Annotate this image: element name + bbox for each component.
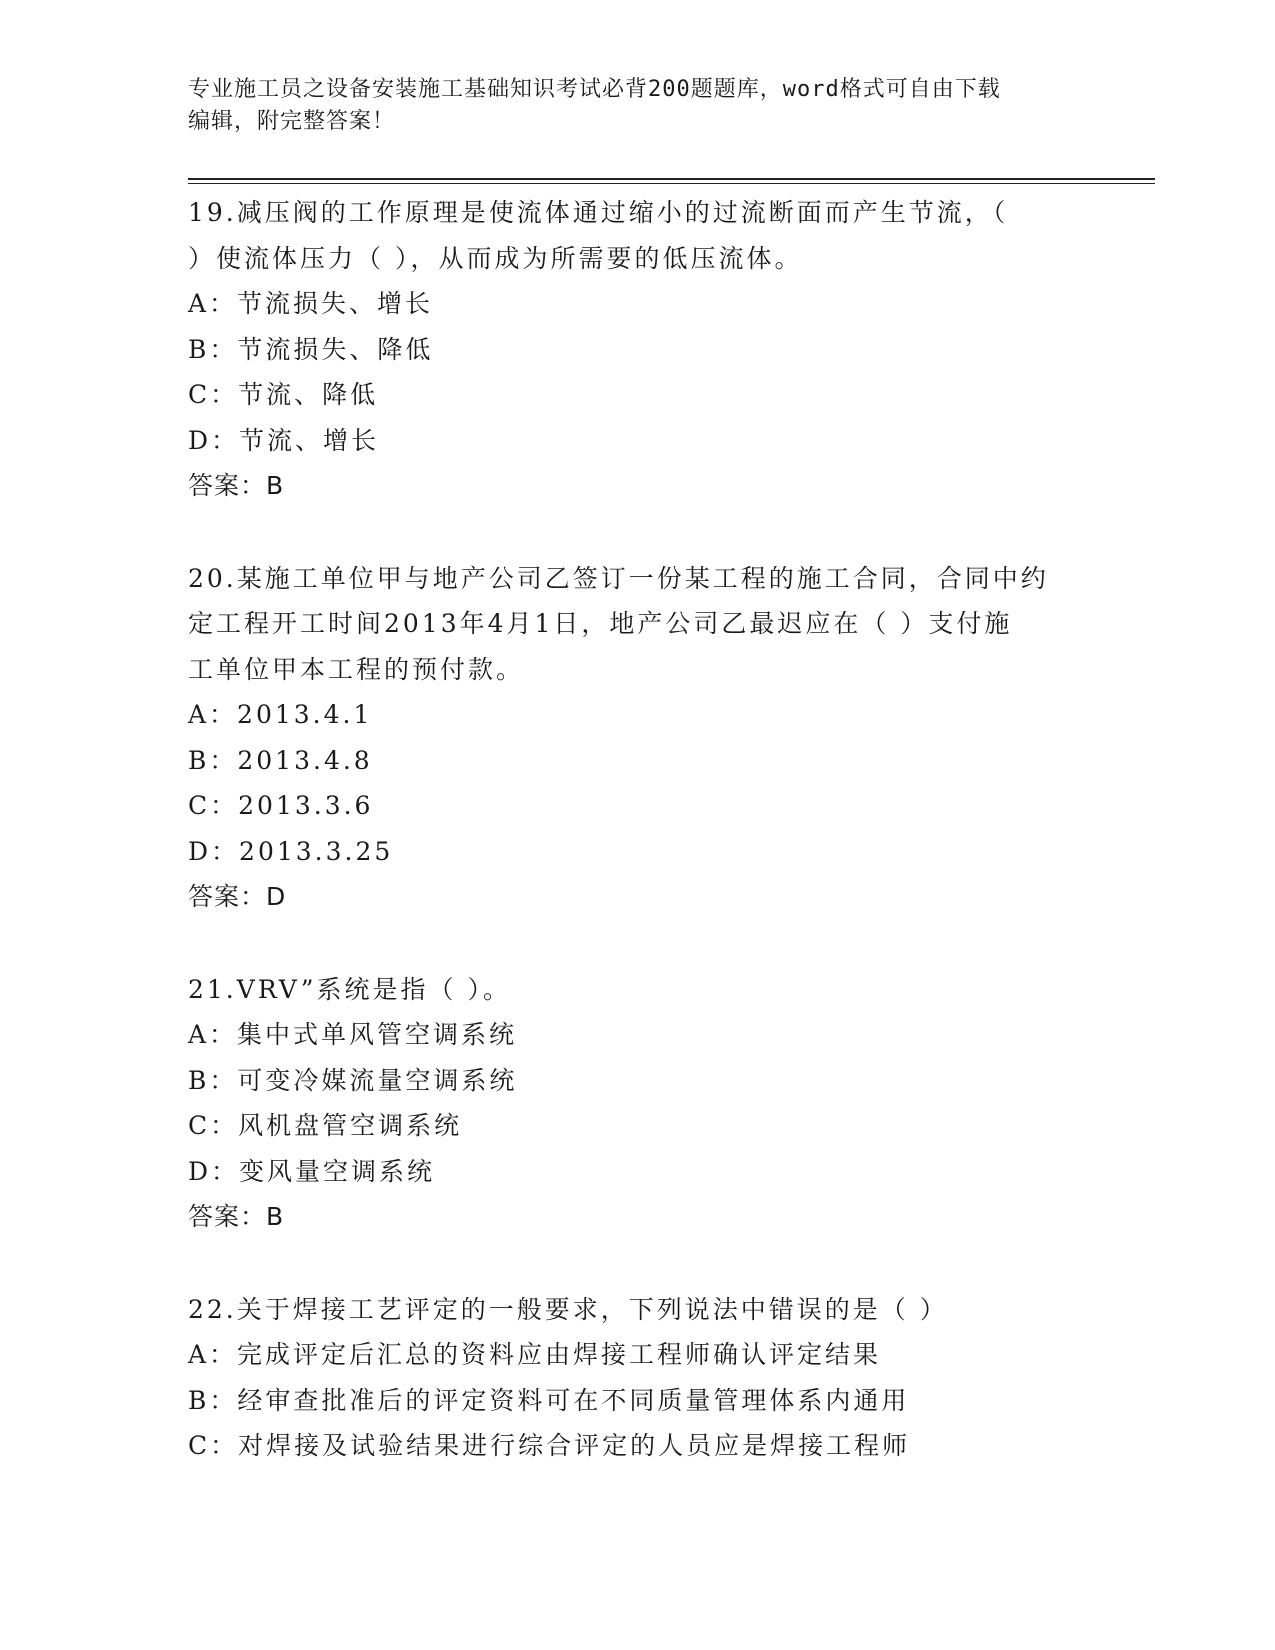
question-20 <box>188 556 1088 920</box>
question-stem-line: 工单位甲本工程的预付款。 <box>188 654 525 684</box>
question-stem-line: 19.减压阀的工作原理是使流体通过缩小的过流断面而产生节流，（ <box>188 198 1009 227</box>
question-stem-line: 定工程开工时间2013年4月1日，地产公司乙最迟应在（ ）支付施 <box>188 609 1013 638</box>
option-d: D：节流、增长 <box>188 425 380 455</box>
option-c: C：节流、降低 <box>188 380 379 409</box>
option-a: A：完成评定后汇总的资料应由焊接工程师确认评定结果 <box>188 1340 882 1369</box>
question-list <box>188 190 1088 1516</box>
question-19 <box>188 190 1088 509</box>
document-header <box>188 74 1088 138</box>
option-c: C：2013.3.6 <box>188 791 374 820</box>
option-b: B：2013.4.8 <box>188 745 373 775</box>
option-a: A：2013.4.1 <box>188 700 373 729</box>
question-stem-line: 20.某施工单位甲与地产公司乙签订一份某工程的施工合同，合同中约 <box>188 563 1049 593</box>
question-stem-line: ）使流体压力（ ），从而成为所需要的低压流体。 <box>188 243 803 273</box>
option-c: C：风机盘管空调系统 <box>188 1111 463 1140</box>
answer-label: 答案：B <box>188 471 285 500</box>
header-line-2: 编辑，附完整答案！ <box>188 109 396 134</box>
question-stem-line: 22.关于焊接工艺评定的一般要求，下列说法中错误的是（ ） <box>188 1294 948 1324</box>
question-22 <box>188 1287 1088 1469</box>
option-c: C：对焊接及试验结果进行综合评定的人员应是焊接工程师 <box>188 1431 911 1460</box>
header-line-1: 专业施工员之设备安装施工基础知识考试必背200题题库，word格式可自由下载 <box>188 77 1001 102</box>
answer-label: 答案：B <box>188 1202 285 1231</box>
option-a: A：节流损失、增长 <box>188 289 434 318</box>
question-stem-line: 21.VRV”系统是指（ ）。 <box>188 974 511 1004</box>
option-b: B：可变冷媒流量空调系统 <box>188 1065 518 1095</box>
option-b: B：经审查批准后的评定资料可在不同质量管理体系内通用 <box>188 1385 910 1415</box>
option-a: A：集中式单风管空调系统 <box>188 1020 518 1049</box>
option-d: D：2013.3.25 <box>188 836 394 866</box>
question-21 <box>188 967 1088 1240</box>
option-b: B：节流损失、降低 <box>188 334 434 364</box>
option-d: D：变风量空调系统 <box>188 1156 436 1186</box>
answer-label: 答案：D <box>188 882 287 911</box>
header-divider-thick <box>188 178 1155 180</box>
header-divider-thin <box>188 183 1155 184</box>
